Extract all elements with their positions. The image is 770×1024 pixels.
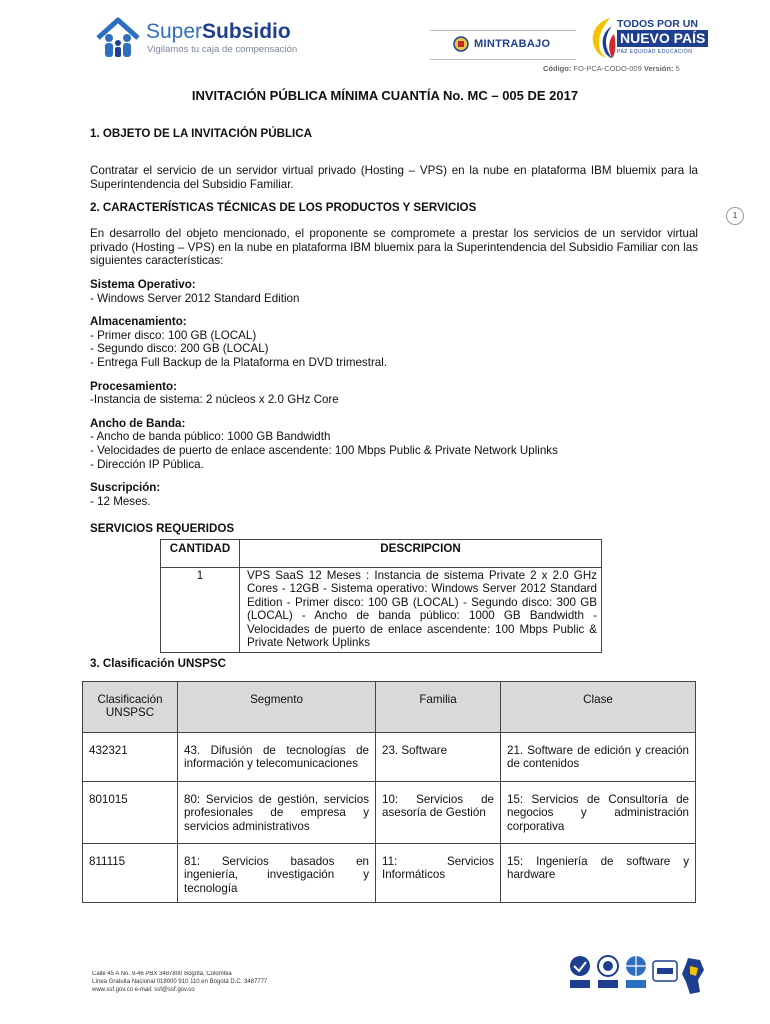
unspsc-cell: 11: Servicios Informáticos — [376, 844, 501, 903]
proc-item: -Instancia de sistema: 2 núcleos x 2.0 GHz Core — [90, 393, 339, 407]
version-value: 5 — [675, 64, 680, 73]
table-row — [161, 568, 602, 653]
certification-logos — [568, 950, 708, 1000]
document-title: INVITACIÓN PÚBLICA MÍNIMA CUANTÍA No. MC – 005 DE 2017 — [191, 88, 579, 103]
so-title: Sistema Operativo: — [90, 278, 196, 291]
section3-heading: 3. Clasificación UNSPSC — [90, 657, 226, 670]
code-value: FO-PCA-CODO-009 — [573, 64, 642, 73]
unspsc-cell: 10: Servicios de asesoría de Gestión — [376, 782, 501, 844]
brand-tagline: Vigilamos tu caja de compensación — [147, 44, 298, 55]
colombia-flag-swoosh-icon — [586, 16, 616, 60]
specs-block — [90, 278, 698, 536]
unspsc-cell: 43. Difusión de tecnologías de información y telecomunicaciones — [178, 733, 376, 782]
brand-super: Super — [146, 20, 203, 43]
footer-line: www.ssf.gov.co e-mail: ssf@ssf.gov.co — [92, 987, 195, 993]
brand-subsidio: Subsidio — [202, 20, 291, 43]
table-row — [83, 782, 696, 844]
unspsc-cell: 801015 — [83, 782, 178, 844]
page-number-badge: 1 — [726, 207, 744, 225]
cell-descripcion: VPS SaaS 12 Meses : Instancia de sistema Private 2 x 2.0 GHz Cores - 12GB - Sistema operativo: Windows Server 2012 Standard Edition - Primer disco: 100 GB (LOCAL) - Segundo disco: 300 GB (LOCAL) - Ancho de banda público: 1000 GB Bandwidth - Velocidades de puerto de enlace ascendente: 100 Mbps Public & Private Network Uplinks — [240, 568, 602, 653]
sub-title: Suscripción: — [90, 481, 161, 495]
mintrabajo-logo — [430, 30, 576, 60]
globe-cert-icon — [624, 954, 648, 994]
unspsc-cell: 432321 — [83, 733, 178, 782]
section2-intro: En desarrollo del objeto mencionado, el proponente se compromete a prestar los servicios de un servidor virtual privado (Hosting – VPS) en la nube en plataforma IBM bluemix para la Superintendencia del Subsidio Familiar con las siguientes características: — [90, 227, 698, 268]
unspsc-header-cell: Clasificación UNSPSC — [83, 682, 178, 733]
header-descripcion: DESCRIPCION — [240, 540, 602, 568]
alm-item: - Primer disco: 100 GB (LOCAL) — [90, 328, 257, 342]
coat-of-arms-icon — [452, 35, 470, 53]
unspsc-cell: 15: Ingeniería de software y hardware — [501, 844, 696, 903]
header-cantidad: CANTIDAD — [161, 540, 240, 568]
unspsc-cell: 811115 — [83, 844, 178, 903]
table-row — [83, 733, 696, 782]
table-row — [83, 844, 696, 903]
house-family-icon — [94, 16, 142, 60]
so-item: - Windows Server 2012 Standard Edition — [90, 291, 300, 305]
todos-line2: NUEVO PAÍS — [617, 30, 708, 47]
alm-item: - Entrega Full Backup de la Plataforma en DVD trimestral. — [90, 355, 388, 369]
unspsc-header-cell: Clase — [501, 682, 696, 733]
footer-line: Línea Gratuita Nacional 018000 910 110 en Bogotá D.C. 3487777 — [92, 979, 268, 985]
unspsc-cell: 21. Software de edición y creación de contenidos — [501, 733, 696, 782]
code-label: Código: — [543, 64, 572, 73]
footer-address — [92, 970, 312, 994]
table-header-row — [161, 540, 602, 568]
iqnet-net-icon — [652, 960, 678, 982]
unspsc-header-cell: Familia — [376, 682, 501, 733]
section1-heading: 1. OBJETO DE LA INVITACIÓN PÚBLICA — [90, 127, 313, 140]
bw-title: Ancho de Banda: — [90, 416, 186, 430]
unspsc-cell: 80: Servicios de gestión, servicios profesionales de empresa y servicios administrativos — [178, 782, 376, 844]
todos-por-un-nuevo-pais-logo — [586, 16, 706, 62]
services-table — [160, 539, 602, 653]
unspsc-table — [82, 681, 696, 903]
sub-item: - 12 Meses. — [90, 494, 151, 508]
alm-title: Almacenamiento: — [90, 315, 187, 329]
alm-item: - Segundo disco: 200 GB (LOCAL) — [90, 342, 269, 356]
req-title: SERVICIOS REQUERIDOS — [90, 522, 235, 536]
section2-heading: 2. CARACTERÍSTICAS TÉCNICAS DE LOS PRODUCTOS Y SERVICIOS — [90, 201, 477, 214]
unspsc-cell: 81: Servicios basados en ingeniería, investigación y tecnología — [178, 844, 376, 903]
proc-title: Procesamiento: — [90, 379, 177, 393]
bw-item: - Ancho de banda público: 1000 GB Bandwidth — [90, 430, 331, 444]
colombia-map-icon — [680, 956, 706, 996]
unspsc-header-cell: Segmento — [178, 682, 376, 733]
icontec-cert-icon — [568, 954, 592, 994]
cell-cantidad: 1 — [161, 568, 240, 653]
section1-body: Contratar el servicio de un servidor virtual privado (Hosting – VPS) en la nube en plataforma IBM bluemix para la Superintendencia del Subsidio Familiar. — [90, 164, 698, 191]
document-code — [543, 64, 680, 73]
bw-item: - Velocidades de puerto de enlace ascendente: 100 Mbps Public & Private Network Uplinks — [90, 443, 558, 457]
unspsc-header-row — [83, 682, 696, 733]
mintrabajo-text: MINTRABAJO — [474, 38, 551, 50]
unspsc-cell: 23. Software — [376, 733, 501, 782]
footer-line: Calle 45 A No. 9-46 PBX 3487800 Bogotá, Colombia — [92, 971, 232, 977]
version-label: Versión: — [643, 64, 674, 73]
todos-line1: TODOS POR UN — [617, 18, 698, 30]
unspsc-cell: 15: Servicios de Consultoría de negocios y administración corporativa — [501, 782, 696, 844]
bw-item: - Dirección IP Pública. — [90, 457, 204, 471]
todos-line3: PAZ EQUIDAD EDUCACIÓN — [617, 49, 693, 55]
supersubsidio-logo — [94, 16, 324, 62]
iqnet-cert-icon — [596, 954, 620, 994]
